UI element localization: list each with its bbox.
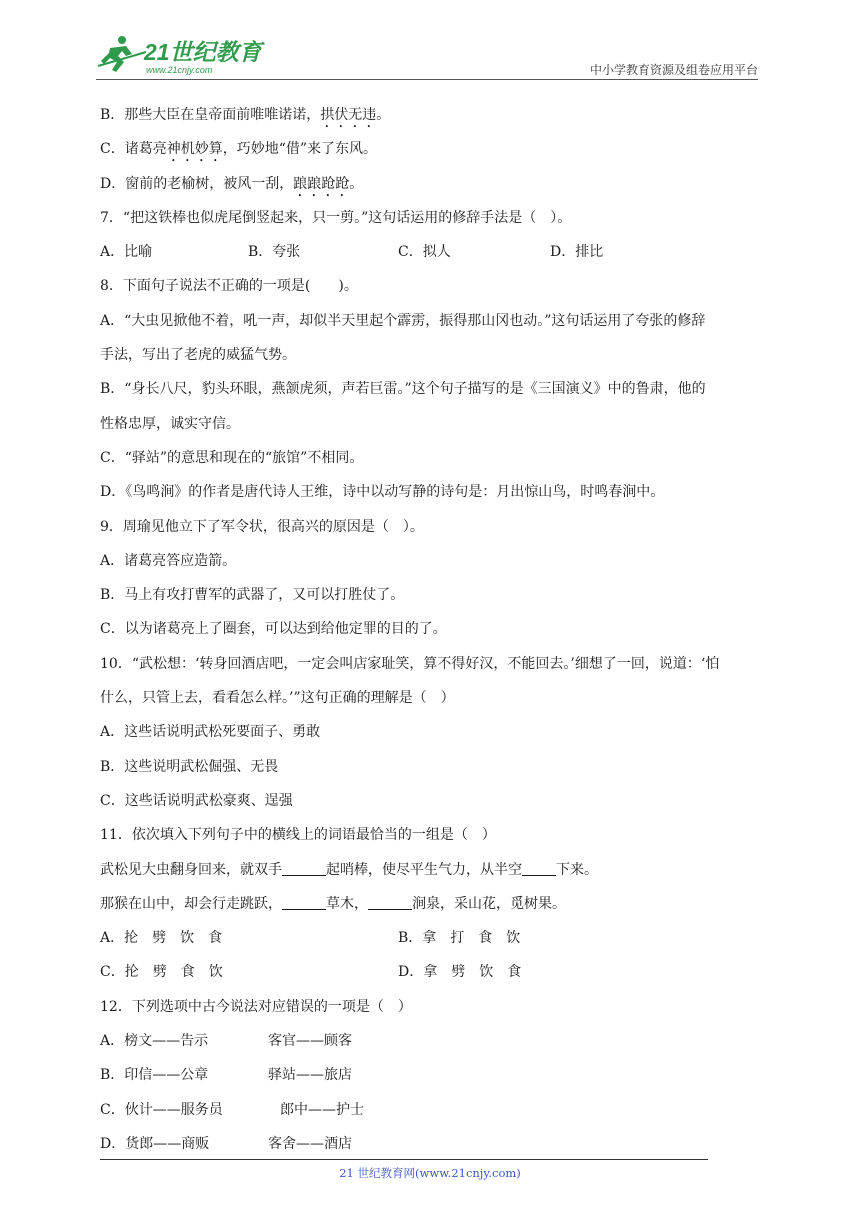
dotted-word: 神机妙算 bbox=[166, 141, 223, 158]
q10-option-a: A．这些话说明武松死要面子、勇敢 bbox=[100, 724, 321, 741]
q9-stem: 9．周瑜见他立下了军令状，很高兴的原因是（ ）。 bbox=[100, 518, 424, 535]
q12-option-a: A．榜文——告示 客官——顾客 bbox=[100, 1033, 352, 1050]
q8-option-a-cont: 手法，写出了老虎的威猛气势。 bbox=[100, 347, 296, 364]
q10-option-c: C．这些话说明武松豪爽、逞强 bbox=[100, 792, 293, 809]
q7-option-d: D．排比 bbox=[550, 244, 604, 261]
dotted-word: 拱伏无违 bbox=[320, 107, 377, 123]
q11-sentence-1: 武松见大虫翻身回来，就双手 起哨棒，使尽平生气力，从半空 下来。 bbox=[100, 861, 598, 878]
q12-stem: 12．下列选项中古今说法对应错误的一项是（ ） bbox=[100, 998, 412, 1015]
logo-url: www.21cnjy.com bbox=[146, 65, 213, 75]
q8-option-b: B．“身长八尺，豹头环眼，燕颔虎须，声若巨雷。”这个句子描写的是《三国演义》中的鲁肃，他的 bbox=[100, 381, 706, 398]
fill-blank[interactable] bbox=[282, 895, 326, 910]
q9-option-b: B．马上有攻打曹军的武器了，又可以打胜仗了。 bbox=[100, 587, 405, 604]
footer-divider bbox=[100, 1159, 708, 1160]
q7-option-c: C．拟人 bbox=[398, 244, 451, 261]
fill-blank[interactable] bbox=[368, 895, 412, 910]
q9-option-c: C．以为诸葛亮上了圈套，可以达到给他定罪的目的了。 bbox=[100, 621, 447, 638]
dotted-word: 踉踉跄跄 bbox=[293, 175, 350, 192]
logo-title: 21世纪教育 bbox=[144, 39, 262, 65]
q7-options bbox=[100, 235, 764, 269]
q7-option-a: A．比喻 bbox=[100, 244, 153, 261]
q12-option-b: B．印信——公章 驿站——旅店 bbox=[100, 1067, 352, 1084]
q8-option-d: D．《鸟鸣涧》的作者是唐代诗人王维，诗中以动写静的诗句是：月出惊山鸟，时鸣春涧中。 bbox=[100, 484, 665, 501]
q12-option-c: C．伙计——服务员 郎中——护士 bbox=[100, 1101, 364, 1118]
question-content bbox=[100, 98, 764, 1161]
q9-option-a: A．诸葛亮答应造箭。 bbox=[100, 552, 237, 569]
q6-option-c: C．诸葛亮神机妙算，巧妙地“借”来了东风。 bbox=[100, 141, 378, 158]
site-logo bbox=[96, 34, 266, 76]
q8-option-b-cont: 性格忠厚，诚实守信。 bbox=[100, 415, 240, 432]
q10-stem-cont: 什么，只管上去，看看怎么样。’”这句正确的理解是（ ） bbox=[100, 690, 455, 707]
q11-options-row-2 bbox=[100, 955, 764, 989]
q7-stem: 7．“把这铁棒也似虎尾倒竖起来，只一剪。”这句话运用的修辞手法是（ ）。 bbox=[100, 209, 572, 226]
footer-link[interactable]: 21 世纪教育网(www.21cnjy.com) bbox=[339, 1166, 521, 1180]
q11-sentence-2: 那猴在山中，却会行走跳跃， 草木， 涧泉，采山花，觅树果。 bbox=[100, 895, 566, 912]
q11-options-row-1 bbox=[100, 921, 764, 955]
q11-option-d: D．拿 劈 饮 食 bbox=[398, 964, 522, 981]
q11-option-b: B．拿 打 食 饮 bbox=[398, 930, 521, 947]
runner-icon bbox=[98, 36, 146, 72]
q8-option-a: A．“大虫见掀他不着，吼一声，却似半天里起个霹雳，振得那山冈也动。”这句话运用了夸张的修辞 bbox=[100, 312, 706, 329]
q12-option-d: D．货郎——商贩 客舍——酒店 bbox=[100, 1135, 352, 1152]
page-header bbox=[96, 30, 758, 80]
q6-option-b: B．那些大臣在皇帝面前唯唯诺诺，拱伏无违。 bbox=[100, 107, 391, 123]
q11-option-a: A．抡 劈 饮 食 bbox=[100, 930, 223, 947]
q7-option-b: B．夸张 bbox=[248, 244, 301, 261]
header-divider bbox=[96, 79, 758, 80]
fill-blank[interactable] bbox=[522, 861, 556, 876]
q11-option-c: C．抡 劈 食 饮 bbox=[100, 964, 223, 981]
q11-stem: 11．依次填入下列句子中的横线上的词语最恰当的一组是（ ） bbox=[100, 827, 496, 844]
q10-option-b: B．这些说明武松倔强、无畏 bbox=[100, 758, 279, 775]
platform-name: 中小学教育资源及组卷应用平台 bbox=[589, 63, 758, 77]
q10-stem: 10．“武松想：‘转身回酒店吧，一定会叫店家耻笑，算不得好汉，不能回去。’细想了一回，说道：‘怕 bbox=[100, 655, 720, 672]
q8-stem: 8．下面句子说法不正确的一项是( )。 bbox=[100, 278, 358, 295]
q6-option-d: D．窗前的老榆树，被风一刮，踉踉跄跄。 bbox=[100, 175, 364, 192]
fill-blank[interactable] bbox=[282, 861, 326, 876]
q8-option-c: C．“驿站”的意思和现在的“旅馆”不相同。 bbox=[100, 449, 364, 466]
